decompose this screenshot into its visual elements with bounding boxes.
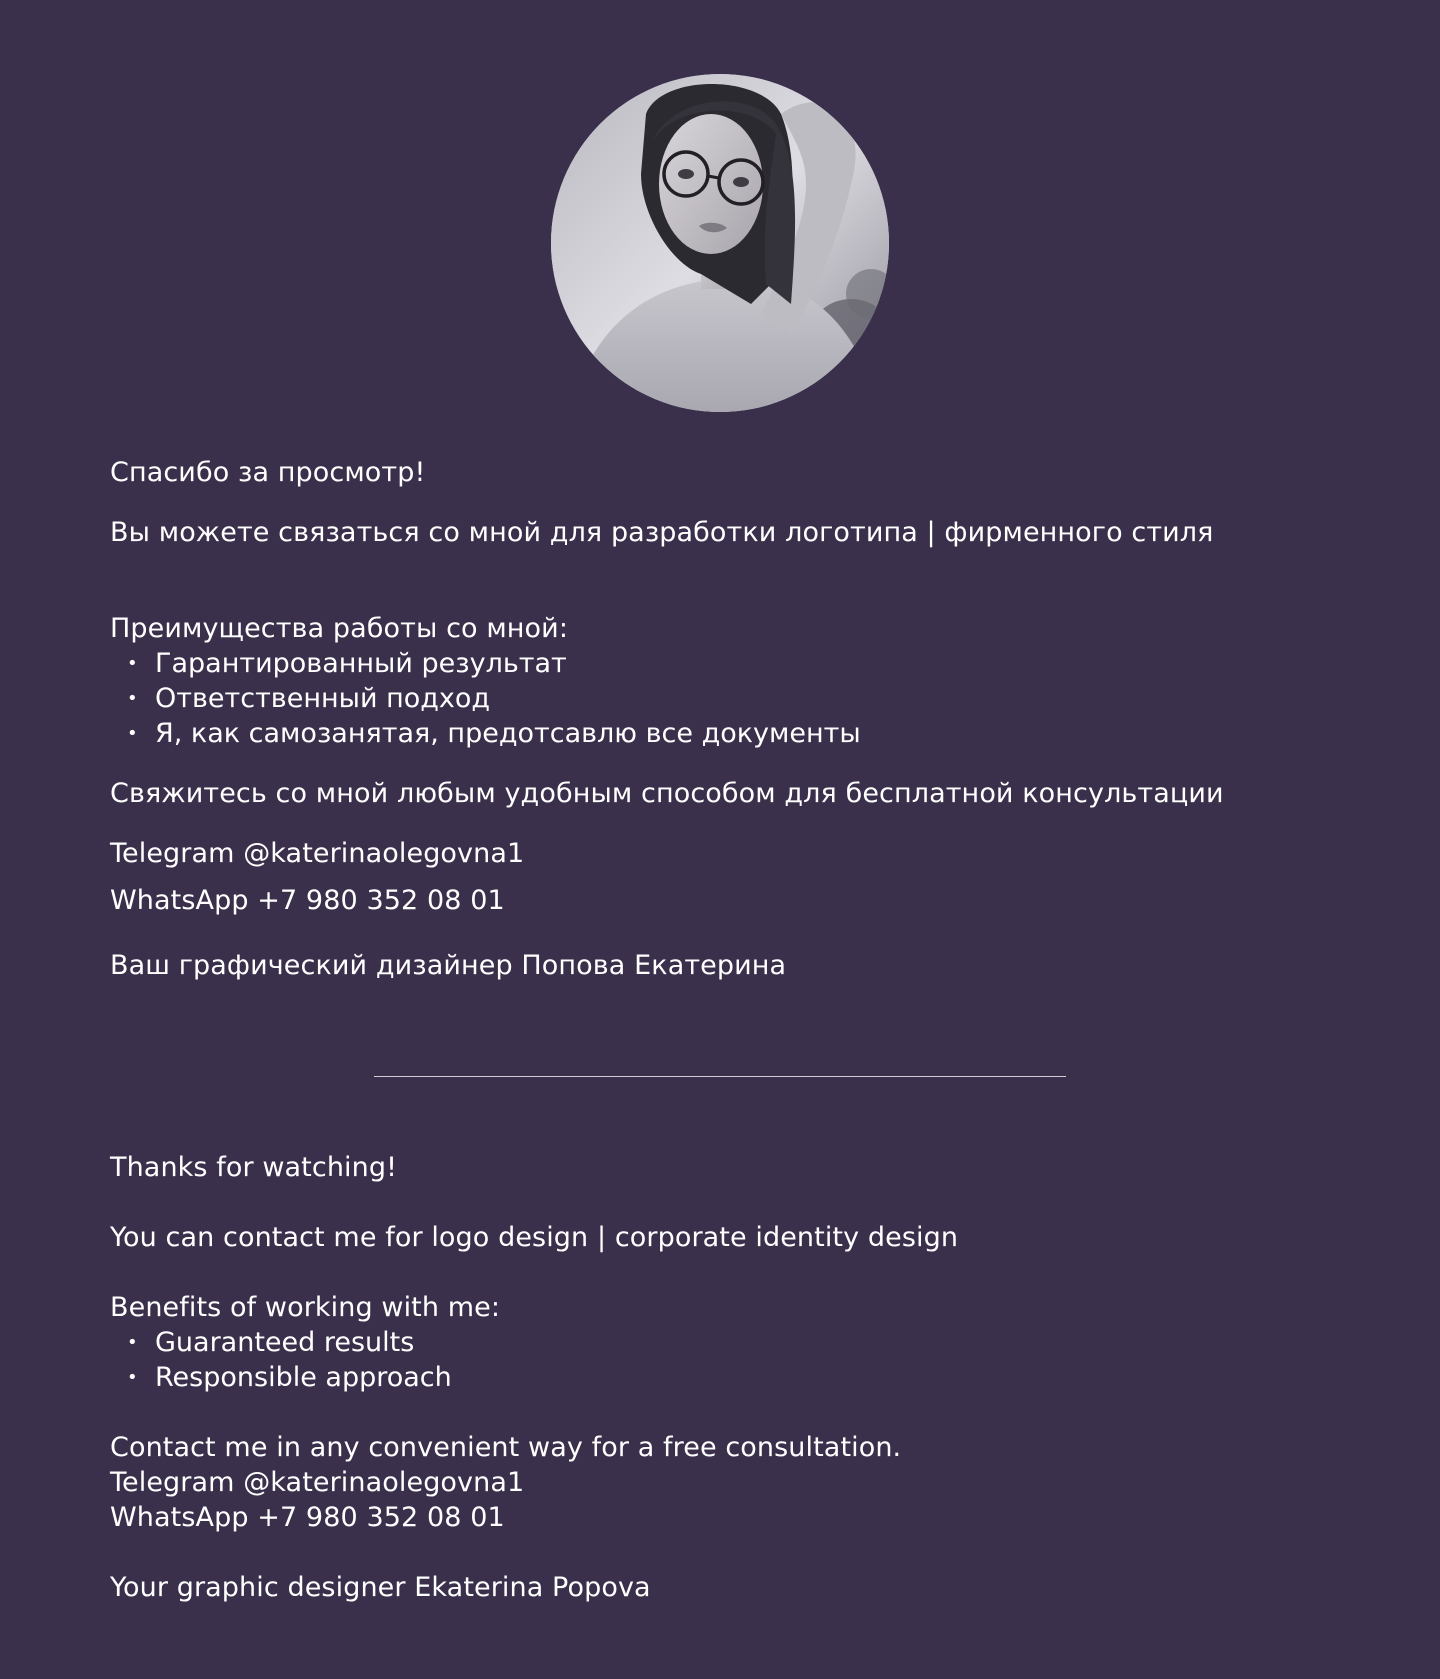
list-item: • Ответственный подход — [110, 681, 861, 716]
en-signature: Your graphic designer Ekaterina Popova — [110, 1572, 651, 1603]
en-contact-intro: You can contact me for logo design | corporate identity design — [110, 1222, 959, 1253]
en-consult-text: Contact me in any convenient way for a free consultation. — [110, 1432, 902, 1463]
section-divider — [374, 1076, 1066, 1077]
list-item: • Responsible approach — [110, 1360, 452, 1395]
portrait-illustration — [551, 74, 889, 412]
list-item: • Я, как самозанятая, предотсавлю все документы — [110, 716, 861, 751]
ru-signature: Ваш графический дизайнер Попова Екатерина — [110, 950, 787, 981]
en-telegram-contact[interactable]: Telegram @katerinaolegovna1 — [110, 1467, 525, 1498]
en-benefits-list — [110, 1325, 452, 1395]
ru-benefits-list — [110, 646, 861, 751]
profile-photo — [551, 74, 889, 412]
ru-telegram-contact[interactable]: Telegram @katerinaolegovna1 — [110, 838, 525, 869]
ru-consult-text: Свяжитесь со мной любым удобным способом для бесплатной консультации — [110, 778, 1224, 809]
list-item: • Гарантированный результат — [110, 646, 861, 681]
ru-thanks-heading: Спасибо за просмотр! — [110, 457, 426, 488]
en-whatsapp-contact[interactable]: WhatsApp +7 980 352 08 01 — [110, 1502, 505, 1533]
ru-contact-intro: Вы можете связаться со мной для разработки логотипа | фирменного стиля — [110, 517, 1214, 548]
list-item: • Guaranteed results — [110, 1325, 452, 1360]
ru-benefits-title: Преимущества работы со мной: — [110, 613, 569, 644]
en-benefits-title: Benefits of working with me: — [110, 1292, 501, 1323]
en-thanks-heading: Thanks for watching! — [110, 1152, 398, 1183]
ru-whatsapp-contact[interactable]: WhatsApp +7 980 352 08 01 — [110, 885, 505, 916]
